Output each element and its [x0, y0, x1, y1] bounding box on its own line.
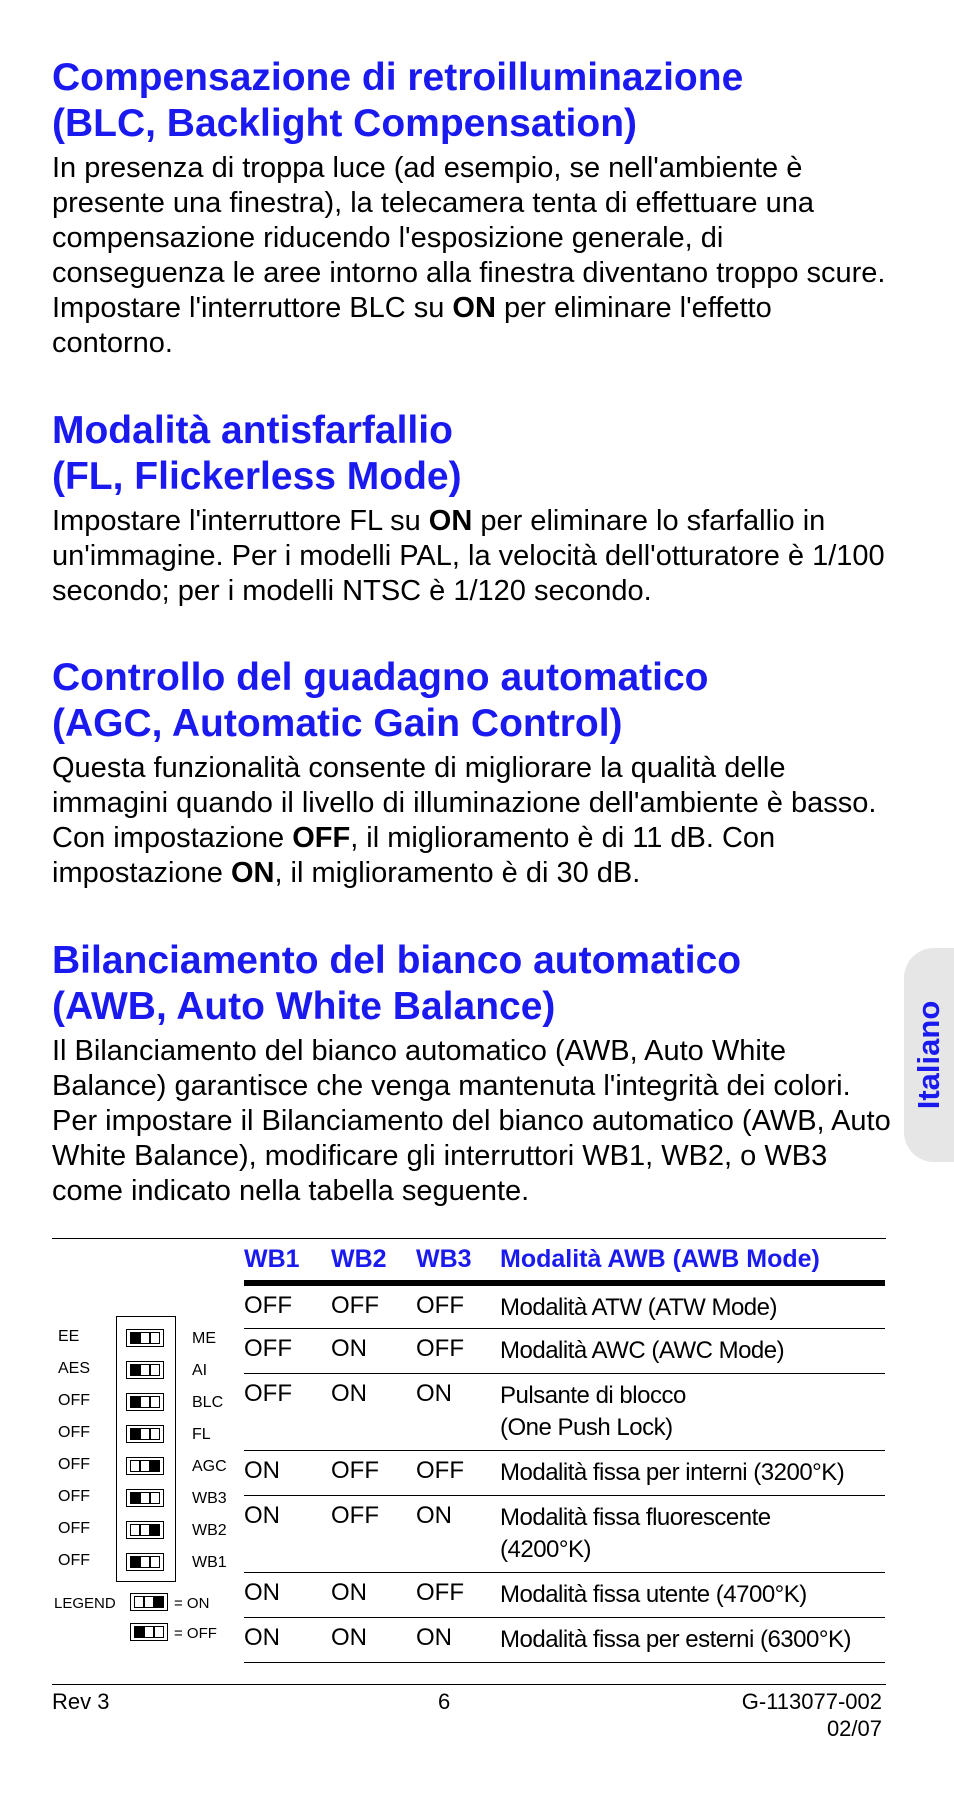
table-row — [244, 1450, 885, 1495]
cell: OFF — [331, 1283, 416, 1328]
dip-right-label: AI — [192, 1362, 208, 1379]
section-title: Modalità antisfarfallio (FL, Flickerless Mode) — [52, 409, 462, 498]
dip-left-label: OFF — [58, 1456, 90, 1473]
cell: ON — [416, 1495, 500, 1572]
language-tab — [904, 948, 954, 1162]
cell: OFF — [416, 1328, 500, 1373]
cell-mode: Modalità ATW (ATW Mode) — [500, 1283, 885, 1328]
dip-switch-diagram — [52, 1310, 242, 1660]
cell-mode: Modalità fissa per interni (3200°K) — [500, 1450, 885, 1495]
dip-switch-housing — [116, 1316, 176, 1582]
section-awb — [52, 938, 892, 1209]
header-mode: Modalità AWB (AWB Mode) — [500, 1245, 820, 1273]
table-row — [244, 1373, 885, 1450]
dip-right-label: AGC — [192, 1458, 227, 1475]
footer-date: 02/07 — [826, 1716, 882, 1741]
dip-switch-off — [126, 1329, 164, 1347]
dip-right-label: WB2 — [192, 1522, 227, 1539]
section-text: Questa funzionalità consente di migliorare la qualità delle immagini quando il livello di illuminazione dell'ambiente è basso. Con impostazione OFF, il miglioramento è di 11 dB. Con impostazione ON, il miglioramento è di 30 dB. — [52, 752, 877, 889]
cell: OFF — [244, 1283, 331, 1328]
cell-mode: Modalità fissa fluorescente (4200°K) — [500, 1495, 885, 1572]
cell: ON — [416, 1373, 500, 1450]
dip-left-label: EE — [58, 1328, 80, 1345]
cell: OFF — [244, 1328, 331, 1373]
cell: ON — [244, 1450, 331, 1495]
cell-mode: Modalità AWC (AWC Mode) — [500, 1328, 885, 1373]
section-text: Il Bilanciamento del bianco automatico (AWB, Auto White Balance) garantisce che venga mantenuta l'integrità dei colori. Per impostare il Bilanciamento del bianco automatico (AWB, Auto White Balance), modificare gli interruttori WB1, WB2, o WB3 come indicato nella tabella seguente. — [52, 1035, 891, 1207]
cell: ON — [416, 1617, 500, 1662]
header-wb3: WB3 — [416, 1245, 472, 1273]
cell: ON — [331, 1572, 416, 1617]
dip-switch-on — [126, 1521, 164, 1539]
cell-mode: Pulsante di blocco (One Push Lock) — [500, 1373, 885, 1450]
dip-right-label: BLC — [192, 1394, 224, 1411]
language-tab-label: Italiano — [911, 1000, 946, 1110]
dip-switch-on — [126, 1457, 164, 1475]
section-title: Bilanciamento del bianco automatico (AWB, Auto White Balance) — [52, 939, 742, 1028]
cell: ON — [244, 1617, 331, 1662]
cell: OFF — [244, 1373, 331, 1450]
section-text: Impostare l'interruttore FL su ON per eliminare lo sfarfallio in un'immagine. Per i modelli PAL, la velocità dell'otturatore è 1/100 secondo; per i modelli NTSC è 1/120 secondo. — [52, 505, 885, 607]
dip-right-label: FL — [192, 1426, 211, 1443]
section-agc — [52, 655, 892, 891]
section-title: Controllo del guadagno automatico (AGC, Automatic Gain Control) — [52, 656, 709, 745]
table-row — [244, 1328, 885, 1373]
awb-table — [244, 1239, 885, 1663]
table-header-row — [244, 1239, 885, 1283]
dip-switch-off — [126, 1553, 164, 1571]
header-wb2: WB2 — [331, 1245, 387, 1273]
table-row — [244, 1572, 885, 1617]
dip-right-label: WB1 — [192, 1554, 227, 1571]
cell: OFF — [416, 1450, 500, 1495]
dip-right-label: ME — [192, 1330, 216, 1347]
section-blc — [52, 55, 892, 361]
cell: ON — [331, 1328, 416, 1373]
cell-mode: Modalità fissa per esterni (6300°K) — [500, 1617, 885, 1662]
section-text: In presenza di troppa luce (ad esempio, se nell'ambiente è presente una finestra), la telecamera tenta di effettuare una compensazione riducendo l'esposizione generale, di conseguenza le aree intorno alla finestra diventano troppo scure. Impostare l'interruttore BLC su ON per eliminare l'effetto contorno. — [52, 152, 886, 359]
legend-off-text: = OFF — [174, 1625, 217, 1642]
dip-left-label: OFF — [58, 1424, 90, 1441]
header-wb1: WB1 — [244, 1245, 300, 1273]
cell: OFF — [331, 1450, 416, 1495]
table-row — [244, 1495, 885, 1572]
legend-switch-off — [130, 1623, 168, 1641]
dip-switch-off — [126, 1393, 164, 1411]
cell: OFF — [416, 1283, 500, 1328]
legend-switch-on — [130, 1593, 168, 1611]
table-row — [244, 1283, 885, 1328]
dip-left-label: AES — [58, 1360, 91, 1377]
footer-page-number: 6 — [438, 1689, 451, 1714]
cell: ON — [331, 1617, 416, 1662]
footer-revision: Rev 3 — [52, 1689, 110, 1714]
dip-left-label: OFF — [58, 1520, 90, 1537]
cell: ON — [331, 1373, 416, 1450]
legend-on-text: = ON — [174, 1595, 210, 1612]
dip-right-label: WB3 — [192, 1490, 227, 1507]
dip-switch-off — [126, 1361, 164, 1379]
cell: OFF — [416, 1572, 500, 1617]
dip-left-label: OFF — [58, 1552, 90, 1569]
footer-rule — [52, 1684, 886, 1685]
dip-left-label: OFF — [58, 1488, 90, 1505]
cell: ON — [244, 1572, 331, 1617]
section-title: Compensazione di retroilluminazione (BLC, Backlight Compensation) — [52, 56, 744, 145]
table-row — [244, 1617, 885, 1662]
footer-doc-number: G-113077-002 — [741, 1689, 882, 1714]
dip-switch-off — [126, 1489, 164, 1507]
section-fl — [52, 408, 892, 609]
cell: ON — [244, 1495, 331, 1572]
cell: OFF — [331, 1495, 416, 1572]
legend-label: LEGEND — [54, 1595, 116, 1612]
dip-left-label: OFF — [58, 1392, 90, 1409]
cell-mode: Modalità fissa utente (4700°K) — [500, 1572, 885, 1617]
dip-switch-off — [126, 1425, 164, 1443]
